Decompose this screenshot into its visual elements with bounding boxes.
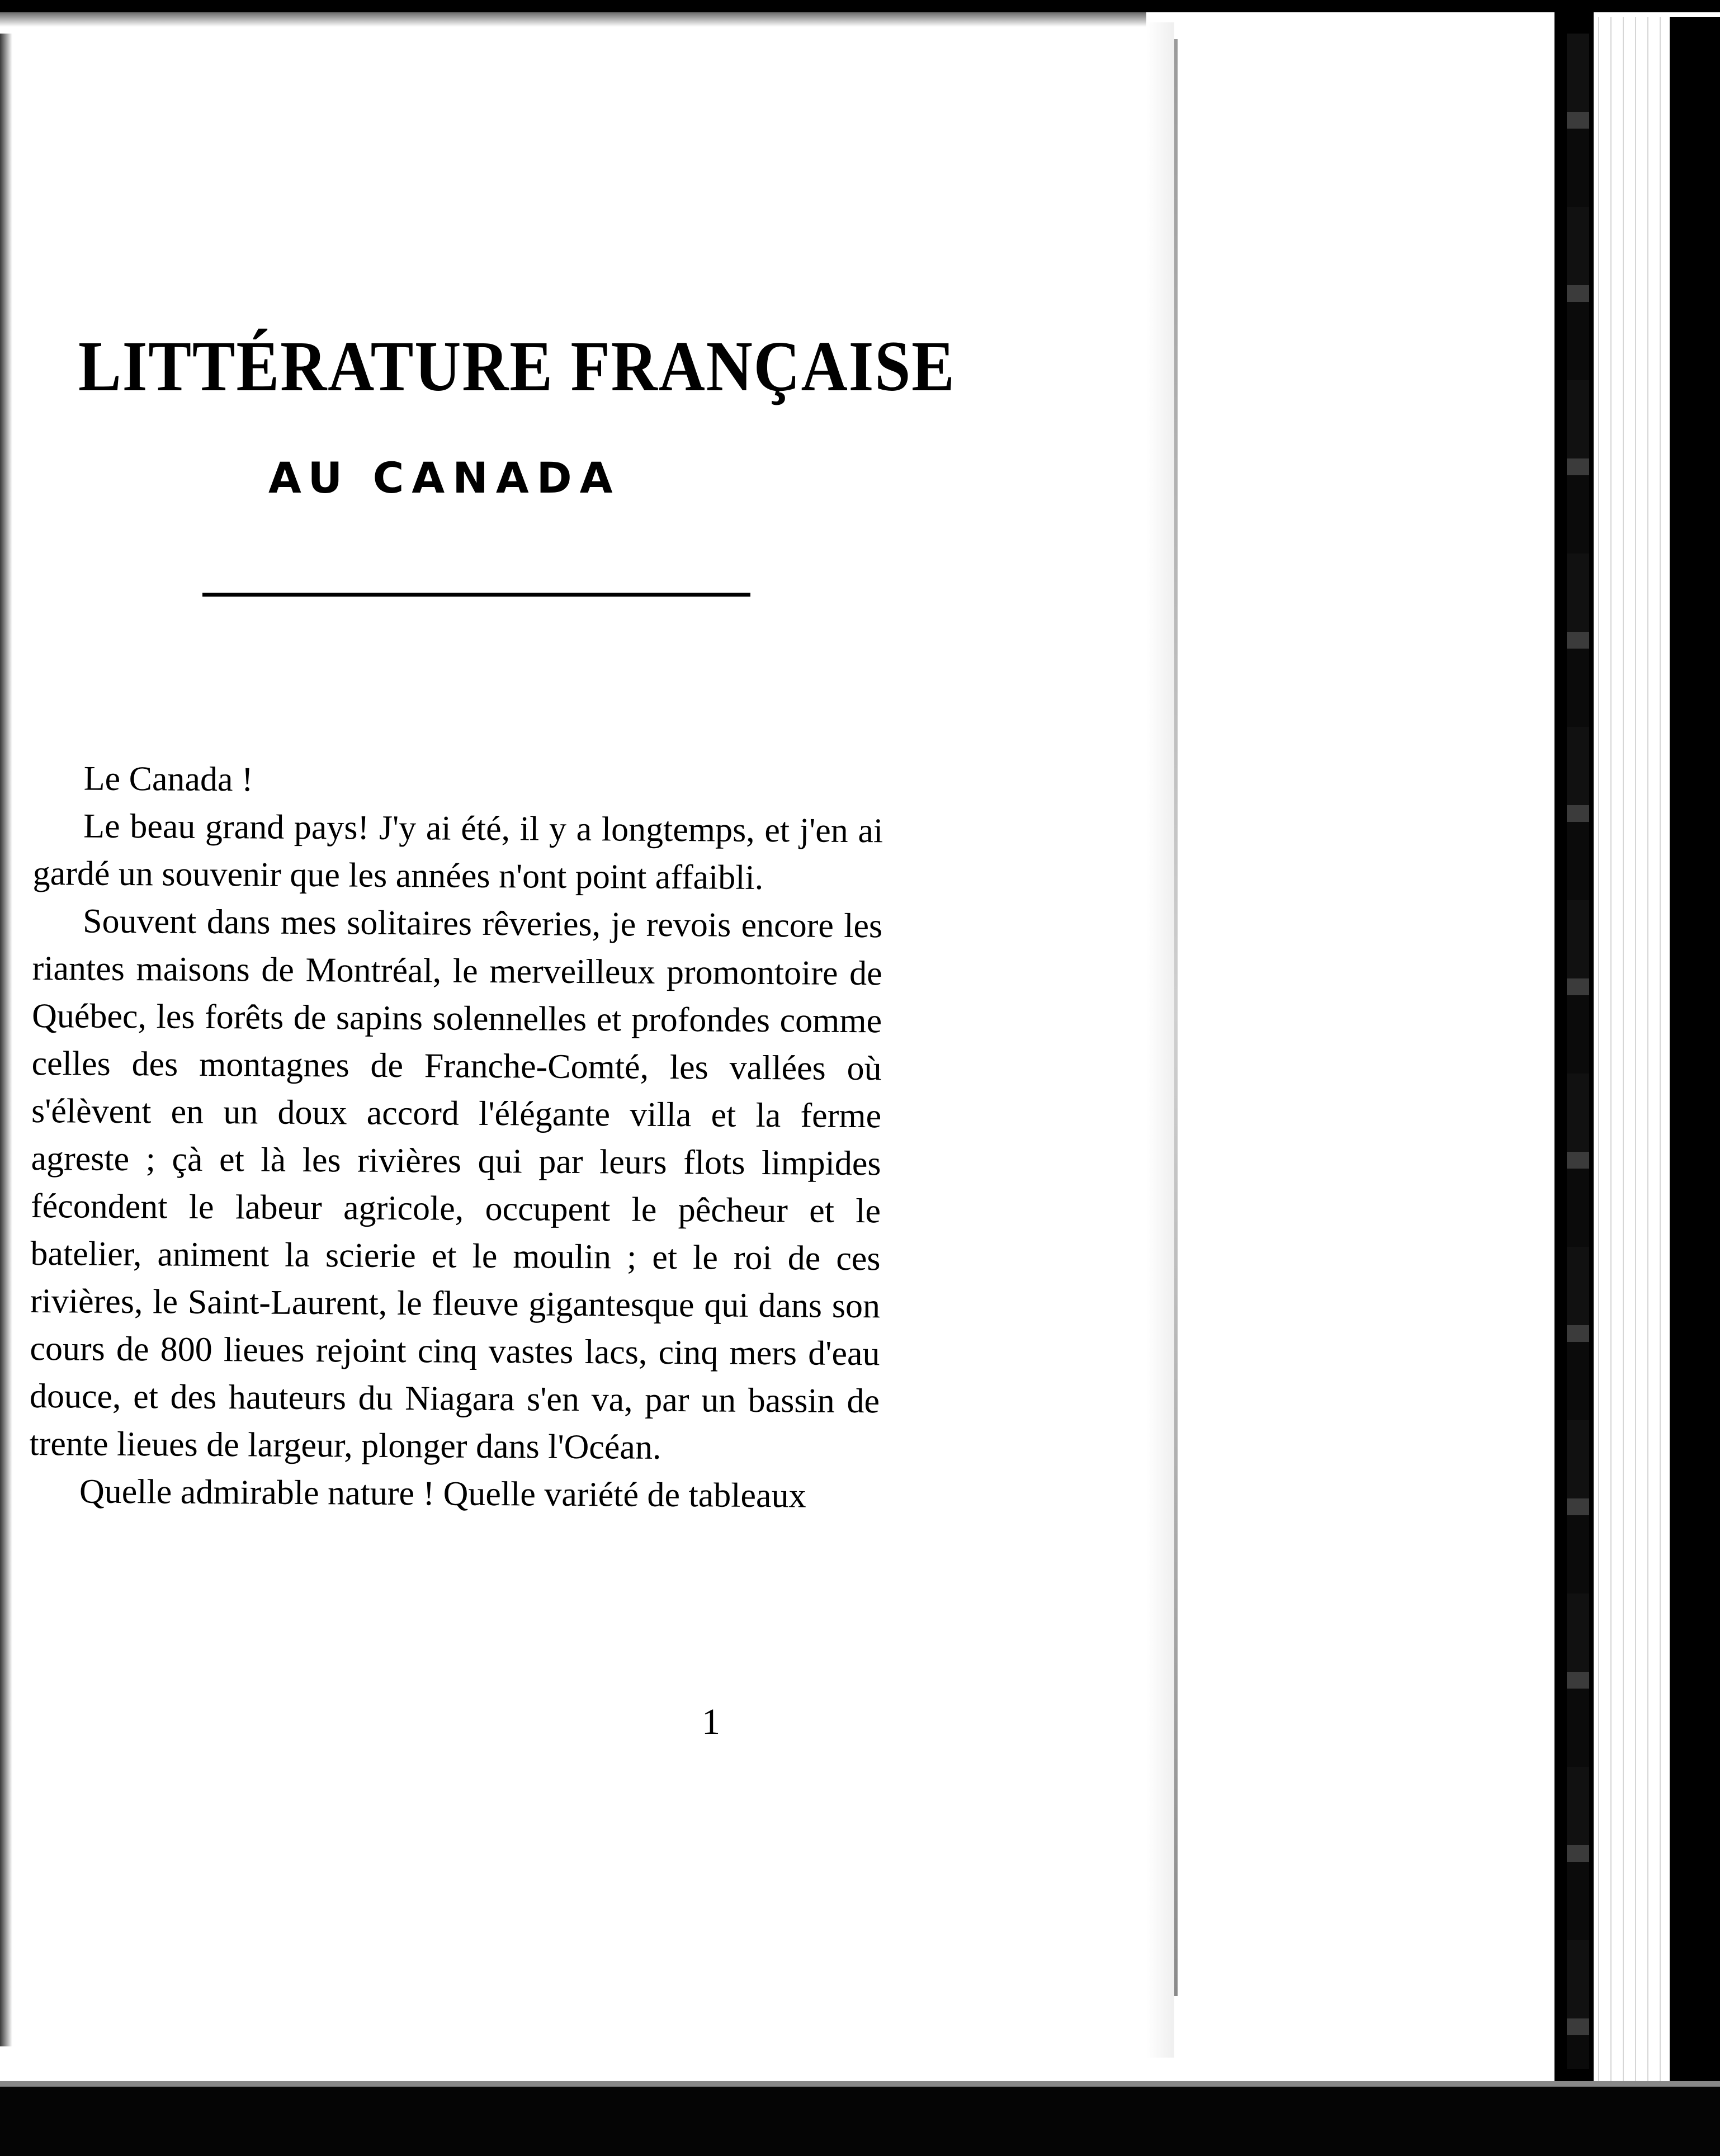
book-fore-edge [1594,17,1720,2086]
paragraph: Le Canada ! [83,759,253,799]
paragraph: Quelle admirable nature ! Quelle variété de tableaux [79,1472,806,1515]
title-rule [202,593,750,597]
paragraph: Le beau grand pays! J'y ai été, il y a longtemps, et j'en ai gardé un souvenir que les années n'ont point affaibli. [32,807,883,897]
scan-top-border [0,0,1720,12]
page-title: LITTÉRATURE FRANÇAISE [78,327,956,406]
page-subtitle: AU CANADA [268,453,621,503]
scan-bottom-border [0,2081,1720,2156]
page-top-shadow [0,12,1146,27]
page-number: 1 [702,1701,720,1742]
scan-left-border [0,34,12,2046]
book-spine-texture [1567,34,1589,2069]
page-right-shadow [1146,22,1174,2058]
paragraph: Souvent dans mes solitaires rêveries, je revois encore les riantes maisons de Montréal, le merveilleux promontoire de Québec, les forêts de sapins solennelles et profondes comme celles des montagnes de Franche-Comté, les vallées où s'élèvent en un doux accord l'élégante villa et la ferme agreste ; çà et là les rivières qui par leurs flots limpides fécondent le labeur agricole, occupent le pêcheur et le batelier, animent la scierie et le moulin ; et le roi de ces rivières, le Saint-Laurent, le fleuve gigantesque qui dans son cours de 800 lieues rejoint cinq vastes lacs, cinq mers d'eau douce, et des hauteurs du Niagara s'en va, par un bassin de trente lieues de largeur, plonger dans l'Océan. [29,902,883,1467]
body-text [29,755,883,1520]
page-edge [1174,39,1178,1996]
